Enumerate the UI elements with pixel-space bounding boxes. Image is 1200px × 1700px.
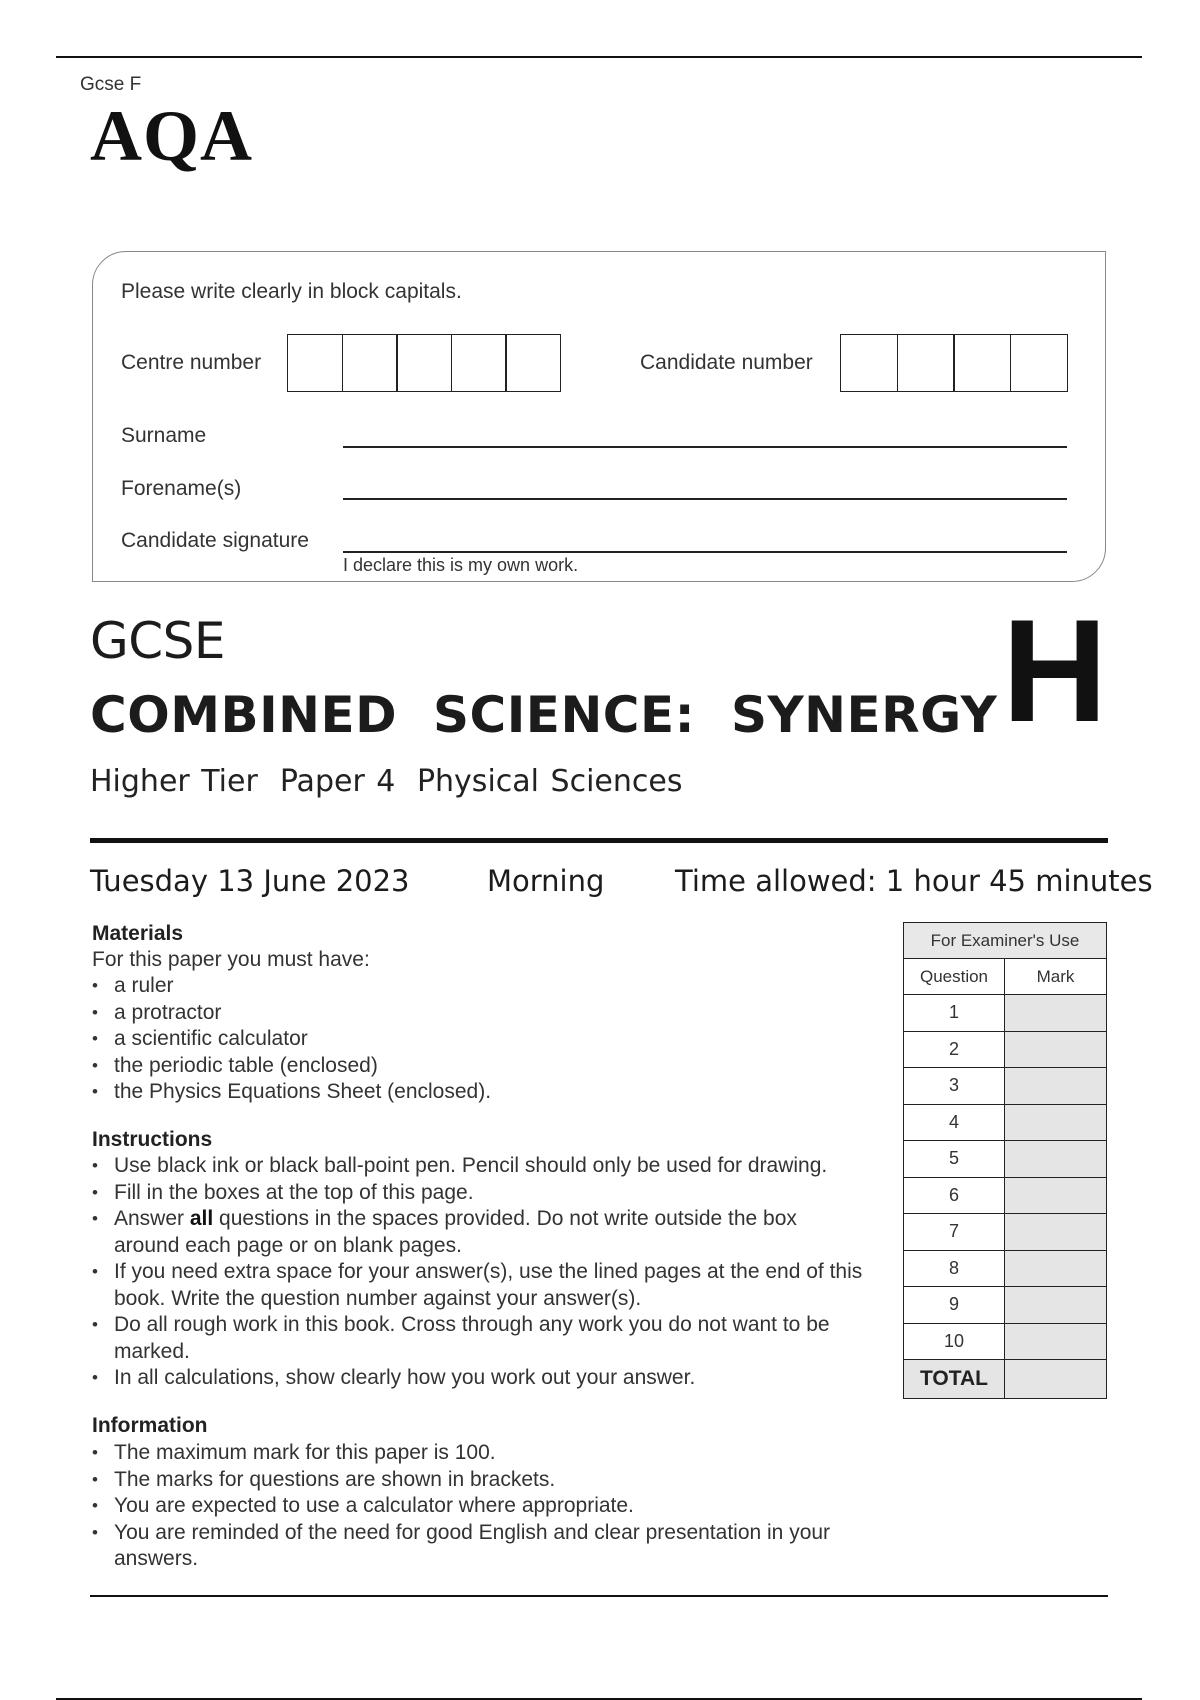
question-number: 6 [904,1177,1005,1214]
block-capitals-instruction: Please write clearly in block capitals. [121,280,462,303]
centre-digit-box[interactable] [451,334,507,392]
tier-text: Higher Tier [90,764,258,799]
top-rule [56,56,1142,58]
title-divider [90,838,1108,843]
list-item: • the periodic table (enclosed) [92,1053,491,1080]
materials-heading: Materials [92,922,184,945]
candidate-digit-box[interactable] [840,334,898,392]
mark-cell[interactable] [1005,995,1107,1032]
signature-line[interactable] [343,551,1067,553]
candidate-number-label: Candidate number [640,351,813,374]
question-number: 4 [904,1104,1005,1141]
examiners-use-title: For Examiner's Use [904,923,1107,959]
mark-cell[interactable] [1005,1214,1107,1251]
forenames-label: Forename(s) [121,477,242,500]
list-item: • Do all rough work in this book. Cross through any work you do not want to be marked. [92,1312,834,1365]
list-item: • The marks for questions are shown in brackets. [92,1467,852,1494]
mark-cell[interactable] [1005,1104,1107,1141]
materials-intro: For this paper you must have: [92,948,370,971]
component-text: Physical Sciences [416,764,683,799]
paper-text: Paper 4 [279,764,396,799]
list-item: • the Physics Equations Sheet (enclosed). [92,1079,491,1106]
information-list [92,1440,852,1573]
mark-cell[interactable] [1005,1068,1107,1105]
list-item: • You are expected to use a calculator where appropriate. [92,1493,852,1520]
list-item: • You are reminded of the need for good English and clear presentation in your answers. [92,1520,854,1573]
centre-digit-box[interactable] [505,334,561,392]
mark-cell[interactable] [1005,1250,1107,1287]
tier-line [90,764,682,799]
mark-cell[interactable] [1005,1323,1107,1360]
information-heading: Information [92,1414,208,1437]
list-item: • In all calculations, show clearly how you work out your answer. [92,1365,882,1392]
instructions-list [92,1153,882,1392]
question-column-header: Question [904,959,1005,995]
materials-list [92,973,491,1106]
mark-cell[interactable] [1005,1177,1107,1214]
centre-digit-box[interactable] [396,334,452,392]
forenames-line[interactable] [343,498,1067,500]
examiners-use-table [903,922,1107,1399]
bottom-rule [90,1595,1108,1597]
list-item: • a scientific calculator [92,1026,491,1053]
list-item: • The maximum mark for this paper is 100. [92,1440,852,1467]
list-item: • a protractor [92,1000,491,1027]
qualification-title: GCSE [90,612,225,670]
surname-label: Surname [121,424,207,447]
question-number: 2 [904,1031,1005,1068]
question-number: 1 [904,995,1005,1032]
exam-session: Morning [487,864,605,898]
mark-cell[interactable] [1005,1031,1107,1068]
instructions-heading: Instructions [92,1128,213,1151]
candidate-digit-box[interactable] [953,334,1011,392]
centre-number-boxes [287,334,560,392]
question-number: 8 [904,1250,1005,1287]
header-label: Gcse F [80,74,142,95]
list-item: • Use black ink or black ball-point pen. Pencil should only be used for drawing. [92,1153,882,1180]
mark-cell[interactable] [1005,1141,1107,1178]
mark-column-header: Mark [1005,959,1107,995]
list-item: • Fill in the boxes at the top of this page. [92,1180,882,1207]
centre-digit-box[interactable] [287,334,343,392]
candidate-number-boxes [840,334,1066,392]
list-item: • Answer all questions in the spaces provided. Do not write outside the box around each page or on blank pages. [92,1206,844,1259]
centre-number-label: Centre number [121,351,262,374]
question-number: 10 [904,1323,1005,1360]
signature-label: Candidate signature [121,529,309,552]
total-mark-cell[interactable] [1005,1360,1107,1399]
tier-letter: H [1002,589,1108,752]
declaration-text: I declare this is my own work. [343,555,579,575]
time-allowed: Time allowed: 1 hour 45 minutes [675,864,1153,898]
mark-cell[interactable] [1005,1287,1107,1324]
question-number: 7 [904,1214,1005,1251]
surname-line[interactable] [343,446,1067,448]
candidate-digit-box[interactable] [1010,334,1068,392]
total-label: TOTAL [904,1360,1005,1399]
list-item: • If you need extra space for your answer(s), use the lined pages at the end of this book. Write the question number against your answer(s). [92,1259,884,1312]
question-number: 5 [904,1141,1005,1178]
exam-date: Tuesday 13 June 2023 [90,864,410,898]
aqa-logo: AQA [90,96,253,176]
question-number: 9 [904,1287,1005,1324]
subject-title: COMBINED SCIENCE: SYNERGY [90,686,998,744]
candidate-digit-box[interactable] [897,334,955,392]
question-number: 3 [904,1068,1005,1105]
centre-digit-box[interactable] [342,334,398,392]
list-item: • a ruler [92,973,491,1000]
